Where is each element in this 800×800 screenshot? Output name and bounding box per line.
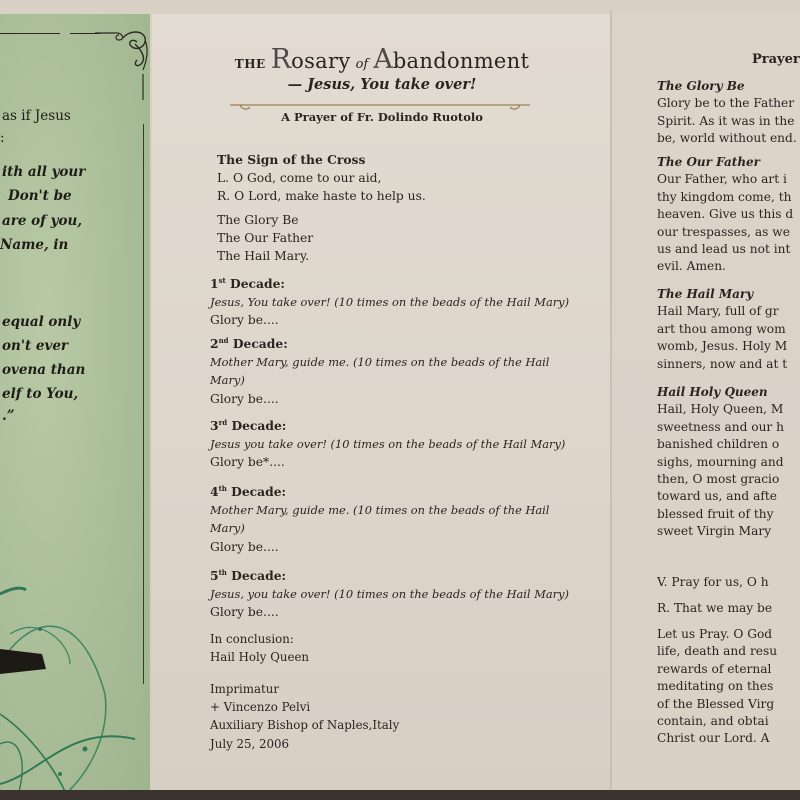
- left-panel: [0, 14, 150, 790]
- glory-be-line: Glory be....: [210, 391, 279, 406]
- left-text-line: ovena than: [2, 362, 86, 378]
- prayer-line: banished children o: [657, 437, 780, 452]
- prayer-line: blessed fruit of thy: [657, 506, 774, 521]
- prayer-line: rewards of eternal: [657, 661, 772, 676]
- decade-number: 3: [210, 418, 219, 433]
- prayer-line: thy kingdom come, th: [657, 189, 792, 204]
- section-heading: The Hail Mary: [657, 287, 754, 301]
- imprimatur: [210, 680, 399, 753]
- closing-prayer: [657, 626, 777, 748]
- prayer-line: of the Blessed Virg: [657, 696, 775, 711]
- decade-instruction: Mother Mary, guide me. (10 times on the beads of the Hail: [210, 355, 550, 370]
- prayer-line: Christ our Lord. A: [657, 731, 770, 746]
- pamphlet-title: [232, 44, 532, 75]
- decade-heading: [210, 480, 549, 501]
- decade-1: [210, 272, 569, 330]
- imprimatur-line: July 25, 2006: [210, 736, 290, 751]
- section-heading: The Sign of the Cross: [217, 152, 366, 167]
- opening-prayers: [217, 211, 313, 266]
- prayer-line: sweet Virgin Mary: [657, 524, 772, 539]
- decade-instruction: Jesus, you take over! (10 times on the beads of the Hail Mary): [210, 587, 569, 602]
- decade-5: [210, 564, 569, 622]
- prayer-line: art thou among wom: [657, 321, 786, 336]
- prayer-line: Spirit. As it was in the: [657, 113, 795, 128]
- prayer-line: us and lead us not int: [657, 242, 791, 257]
- left-text-line: ith all your: [2, 164, 86, 180]
- prayer-line: sinners, now and at t: [657, 356, 788, 371]
- left-text-line: on't ever: [2, 338, 69, 354]
- ordinal-suffix: th: [218, 568, 227, 577]
- title-initial-r: R: [270, 44, 292, 75]
- decade-instruction: Jesus you take over! (10 times on the beads of the Hail Mary): [210, 437, 566, 452]
- ordinal-suffix: nd: [218, 336, 229, 345]
- glory-be-line: Glory be....: [210, 605, 279, 620]
- pamphlet-subtitle: — Jesus, You take over!: [287, 76, 477, 93]
- prayer-line: Hail Mary, full of gr: [657, 304, 779, 319]
- decade-label: Decade:: [231, 418, 287, 433]
- prayer-line: Our Father, who art i: [657, 172, 787, 187]
- our-father-section: [657, 154, 793, 276]
- title-rosary: osary: [291, 49, 351, 73]
- left-text-line: Name, in: [0, 237, 69, 253]
- title-initial-a: A: [373, 44, 393, 75]
- prayers-title: Prayer: [752, 52, 800, 67]
- imprimatur-line: + Vincenzo Pelvi: [210, 700, 311, 715]
- left-text-line: are of you,: [2, 213, 83, 229]
- middle-panel: [152, 14, 610, 790]
- prayer-line: L. O God, come to our aid,: [217, 171, 382, 186]
- response: R. That we may be: [657, 601, 773, 615]
- decade-label: Decade:: [231, 568, 287, 583]
- left-text-line: .”: [2, 408, 15, 424]
- prayer-line: evil. Amen.: [657, 259, 726, 274]
- ordinal-suffix: st: [218, 276, 226, 285]
- corner-flourish-icon: [95, 30, 150, 100]
- decade-instruction: Mother Mary, guide me. (10 times on the beads of the Hail: [210, 503, 550, 518]
- prayer-line: Glory be to the Father: [657, 96, 795, 111]
- decade-instruction: Mary): [210, 373, 245, 388]
- decade-label: Decade:: [232, 336, 288, 351]
- decade-4: [210, 480, 549, 556]
- prayer-line: life, death and resu: [657, 644, 778, 659]
- imprimatur-line: Auxiliary Bishop of Naples,Italy: [210, 718, 400, 733]
- left-text-line: Don't be: [8, 188, 72, 204]
- glory-be-line: Glory be*....: [210, 455, 285, 470]
- title-the: THE: [234, 57, 266, 71]
- vine-bird-illustration-icon: [0, 574, 150, 790]
- right-panel: [612, 14, 800, 790]
- decade-heading: [210, 564, 569, 585]
- decade-instruction: Jesus, You take over! (10 times on the beads of the Hail Mary): [210, 295, 570, 310]
- versicle: V. Pray for us, O h: [657, 575, 769, 589]
- prayer-line: meditating on thes: [657, 679, 774, 694]
- prayer-line: toward us, and afte: [657, 489, 777, 504]
- ordinal-suffix: th: [218, 484, 227, 493]
- prayer-line: womb, Jesus. Holy M: [657, 339, 788, 354]
- left-text-line: as if Jesus: [2, 108, 71, 124]
- prayer-line: The Our Father: [217, 231, 314, 246]
- decade-number: 1: [210, 276, 219, 291]
- title-abandonment: bandonment: [392, 49, 530, 73]
- prayer-line: sighs, mourning and: [657, 454, 784, 469]
- hail-holy-queen-section: [657, 384, 784, 541]
- prayer-line: Hail, Holy Queen, M: [657, 402, 784, 417]
- prayer-line: then, O most gracio: [657, 472, 780, 487]
- conclusion-line: Hail Holy Queen: [210, 650, 310, 665]
- decade-number: 4: [210, 484, 219, 499]
- prayer-line: The Glory Be: [217, 213, 299, 227]
- section-heading: The Our Father: [657, 155, 761, 169]
- prayer-line: be, world without end.: [657, 131, 797, 146]
- left-text-line: elf to You,: [2, 386, 79, 402]
- prayer-line: sweetness and our h: [657, 419, 784, 434]
- glory-be-line: Glory be....: [210, 539, 279, 554]
- decade-label: Decade:: [231, 484, 287, 499]
- title-of: of: [355, 57, 369, 72]
- left-text-line: :: [0, 130, 5, 146]
- conclusion-line: In conclusion:: [210, 632, 294, 646]
- decade-2: [210, 332, 549, 408]
- decade-number: 5: [210, 568, 219, 583]
- prayer-line: The Hail Mary.: [217, 249, 310, 264]
- decade-heading: [210, 414, 565, 435]
- conclusion: [210, 630, 309, 666]
- imprimatur-line: Imprimatur: [210, 682, 280, 696]
- decade-3: [210, 414, 565, 472]
- decade-heading: [210, 272, 569, 293]
- left-text-line: equal only: [2, 314, 81, 330]
- table-edge-shadow: [0, 790, 800, 800]
- section-heading: The Glory Be: [657, 79, 745, 93]
- byline: A Prayer of Fr. Dolindo Ruotolo: [281, 110, 483, 124]
- glory-be-section: [657, 78, 797, 148]
- prayer-line: heaven. Give us this d: [657, 207, 794, 222]
- glory-be-line: Glory be....: [210, 313, 279, 328]
- prayer-line: R. O Lord, make haste to help us.: [217, 189, 426, 204]
- top-rule: [0, 33, 60, 34]
- decade-number: 2: [210, 336, 219, 351]
- decade-heading: [210, 332, 549, 353]
- ordinal-suffix: rd: [218, 418, 228, 427]
- prayer-line: contain, and obtai: [657, 714, 769, 729]
- hail-mary-section: [657, 286, 787, 373]
- section-heading: Hail Holy Queen: [657, 385, 768, 399]
- decade-label: Decade:: [230, 276, 285, 291]
- sign-of-cross-section: [217, 151, 426, 206]
- decade-instruction: Mary): [210, 521, 245, 536]
- prayer-line: our trespasses, as we: [657, 224, 790, 239]
- prayer-line: Let us Pray. O God: [657, 627, 773, 641]
